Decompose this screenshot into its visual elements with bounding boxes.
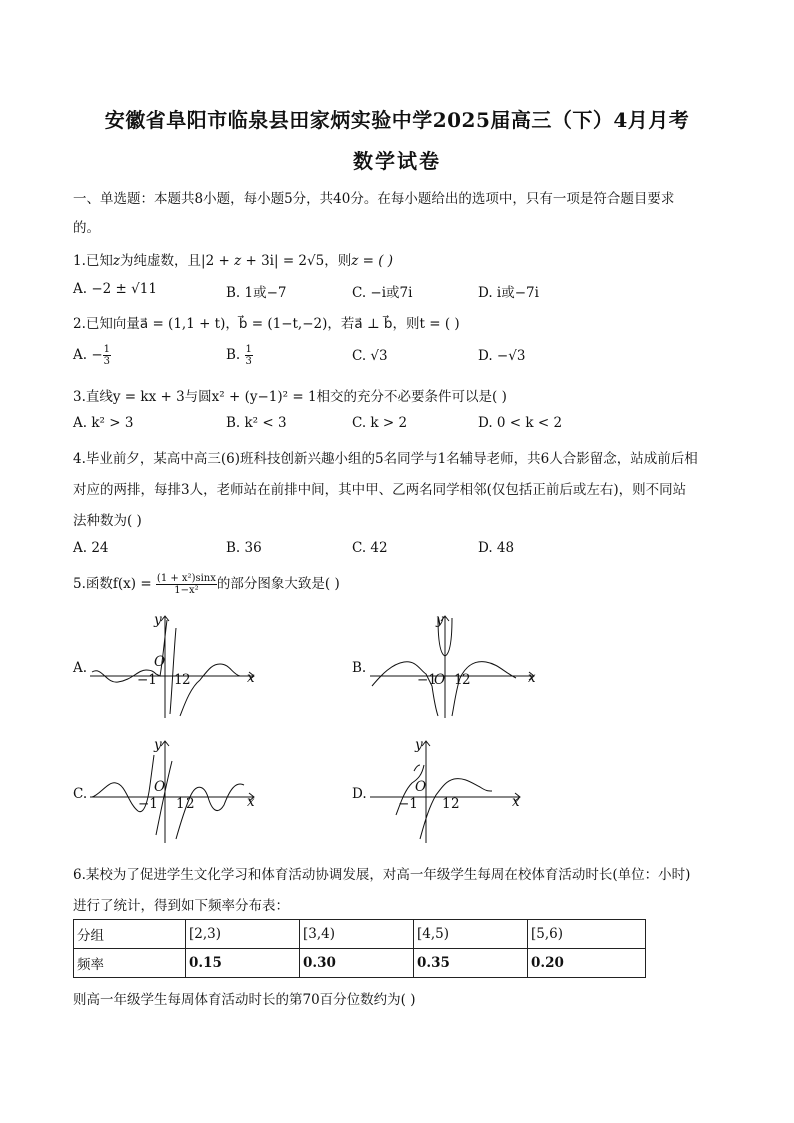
table-cell: [3,4): [300, 920, 414, 949]
q5-graph-c: [88, 735, 263, 847]
q5-a-x-label: x: [247, 670, 255, 686]
question-4-line1: 4.毕业前夕，某高中高三(6)班科技创新兴趣小组的5名同学与1名辅导老师，共6人合影留念，站成前后相: [73, 451, 698, 467]
q3-option-b: B. k² < 3: [226, 415, 287, 431]
curve-a-mid: [170, 628, 176, 714]
table-cell: 0.35: [414, 949, 528, 978]
q5-fraction: [156, 573, 217, 596]
q5-a-origin: O: [154, 654, 166, 670]
table-cell: 0.20: [528, 949, 646, 978]
q1-option-a: A. −2 ± √11: [73, 281, 157, 297]
frac-numerator: 1: [245, 344, 252, 355]
frac-denominator: 3: [245, 356, 252, 367]
q5-prefix: 5.函数f(x) =: [73, 576, 156, 592]
table-cell: 0.30: [300, 949, 414, 978]
frac-numerator: 1: [103, 344, 111, 355]
q1-option-d: D. i或−7i: [478, 285, 539, 301]
q5-c-tick-neg1: −1: [138, 796, 158, 812]
q3-option-c: C. k > 2: [352, 415, 408, 431]
q1-expr: z: [234, 253, 242, 269]
frac-denominator: 3: [103, 356, 111, 367]
table-cell: 频率: [74, 949, 186, 978]
curve-d-left-top: [414, 765, 420, 771]
exam-subtitle: 数学试卷: [353, 149, 441, 173]
q1-end: z = ( ): [351, 253, 394, 269]
q5-b-x-label: x: [528, 670, 536, 686]
q2-option-b: [226, 344, 253, 367]
q1-rest: + 3i| = 2√5，则: [241, 253, 352, 269]
q2-option-a-fraction: [103, 344, 111, 367]
q5-graph-a: [88, 610, 263, 722]
q2-option-b-fraction: [245, 344, 253, 367]
table-cell: [2,3): [186, 920, 300, 949]
exam-title: 安徽省阜阳市临泉县田家炳实验中学2025届高三（下）4月月考: [104, 108, 690, 132]
question-6-line1: 6.某校为了促进学生文化学习和体育活动协调发展，对高一年级学生每周在校体育活动时长(单位：小时): [73, 867, 691, 883]
q5-a-tick-1: 1: [174, 672, 183, 688]
table-row: [74, 920, 646, 949]
q2-option-a-label: A. −: [73, 347, 103, 363]
q5-frac-denominator: 1−x²: [174, 585, 199, 596]
q5-d-x-label: x: [512, 794, 520, 810]
table-row: [74, 949, 646, 978]
q5-c-origin: O: [154, 779, 166, 795]
q3-option-d: D. 0 < k < 2: [478, 415, 563, 431]
q2-option-c: C. √3: [352, 348, 388, 364]
q4-option-c: C. 42: [352, 540, 388, 556]
q4-option-b: B. 36: [226, 540, 262, 556]
q5-c-y-label: y: [154, 737, 162, 753]
q5-c-x-label: x: [247, 794, 255, 810]
q1-prefix: 1.已知: [73, 253, 113, 269]
q5-b-origin: O: [434, 672, 446, 688]
q5-a-tick-2: 2: [182, 672, 191, 688]
table-cell: [4,5): [414, 920, 528, 949]
table-cell: 0.15: [186, 949, 300, 978]
q5-a-tick-neg1: −1: [137, 672, 157, 688]
q5-a-y-label: y: [154, 612, 162, 628]
q5-frac-numerator: (1 + x²)sinx: [156, 573, 216, 584]
question-4-line3: 法种数为( ): [73, 513, 142, 529]
frequency-table: [73, 919, 646, 978]
q2-option-b-label: B.: [226, 347, 245, 363]
q5-d-tick-2: 2: [451, 796, 460, 812]
q5-d-tick-1: 1: [442, 796, 451, 812]
q5-option-a-label: A.: [73, 660, 88, 676]
q5-c-tick-2: 2: [186, 796, 195, 812]
q5-b-tick-neg1: −1: [417, 672, 437, 688]
curve-c-mid: [156, 761, 172, 835]
curve-b-left: [372, 662, 438, 716]
q4-option-d: D. 48: [478, 540, 515, 556]
q1-var: z: [112, 253, 121, 269]
q1-option-c: C. −i或7i: [352, 285, 413, 301]
section-instruction-line1: 一、单选题：本题共8小题，每小题5分，共40分。在每小题给出的选项中，只有一项是符合题目要求: [73, 191, 675, 207]
table-cell: [5,6): [528, 920, 646, 949]
question-4-line2: 对应的两排，每排3人，老师站在前排中间，其中甲、乙两名同学相邻(仅包括正前后或左右)，则不同站: [73, 482, 687, 498]
q5-suffix: 的部分图象大致是( ): [216, 576, 340, 592]
q5-option-b-label: B.: [352, 660, 367, 676]
section-instruction-line2: 的。: [73, 220, 100, 236]
question-6-line3: 则高一年级学生每周体育活动时长的第70百分位数约为( ): [73, 992, 416, 1008]
question-2: 2.已知向量a⃗ = (1,1 + t)，b⃗ = (1−t,−2)，若a⃗ ⊥ b⃗，则t = ( ): [73, 316, 460, 332]
q2-option-a: [73, 344, 111, 367]
question-3: 3.直线y = kx + 3与圆x² + (y−1)² = 1相交的充分不必要条件可以是( ): [73, 389, 507, 405]
q5-d-y-label: y: [415, 737, 423, 753]
q3-option-a: A. k² > 3: [73, 415, 134, 431]
table-cell: 分组: [74, 920, 186, 949]
q5-c-tick-1: 1: [176, 796, 185, 812]
q5-option-d-label: D.: [352, 786, 367, 802]
q5-b-tick-1: 1: [454, 672, 463, 688]
question-1: [73, 249, 393, 269]
curve-b-right: [452, 662, 516, 716]
q5-d-origin: O: [415, 779, 427, 795]
question-6-line2: 进行了统计，得到如下频率分布表：: [73, 898, 289, 914]
q5-b-y-label: y: [436, 612, 444, 628]
q5-b-tick-2: 2: [462, 672, 471, 688]
question-5: [73, 572, 340, 596]
q2-option-d: D. −√3: [478, 348, 526, 364]
q1-option-b: B. 1或−7: [226, 285, 287, 301]
q1-mid: 为纯虚数，且|2 +: [120, 253, 235, 269]
q4-option-a: A. 24: [73, 540, 109, 556]
q5-graph-b: [368, 610, 543, 722]
q5-option-c-label: C.: [73, 786, 88, 802]
q5-graph-d: [368, 735, 543, 847]
q5-d-tick-neg1: −1: [398, 796, 418, 812]
